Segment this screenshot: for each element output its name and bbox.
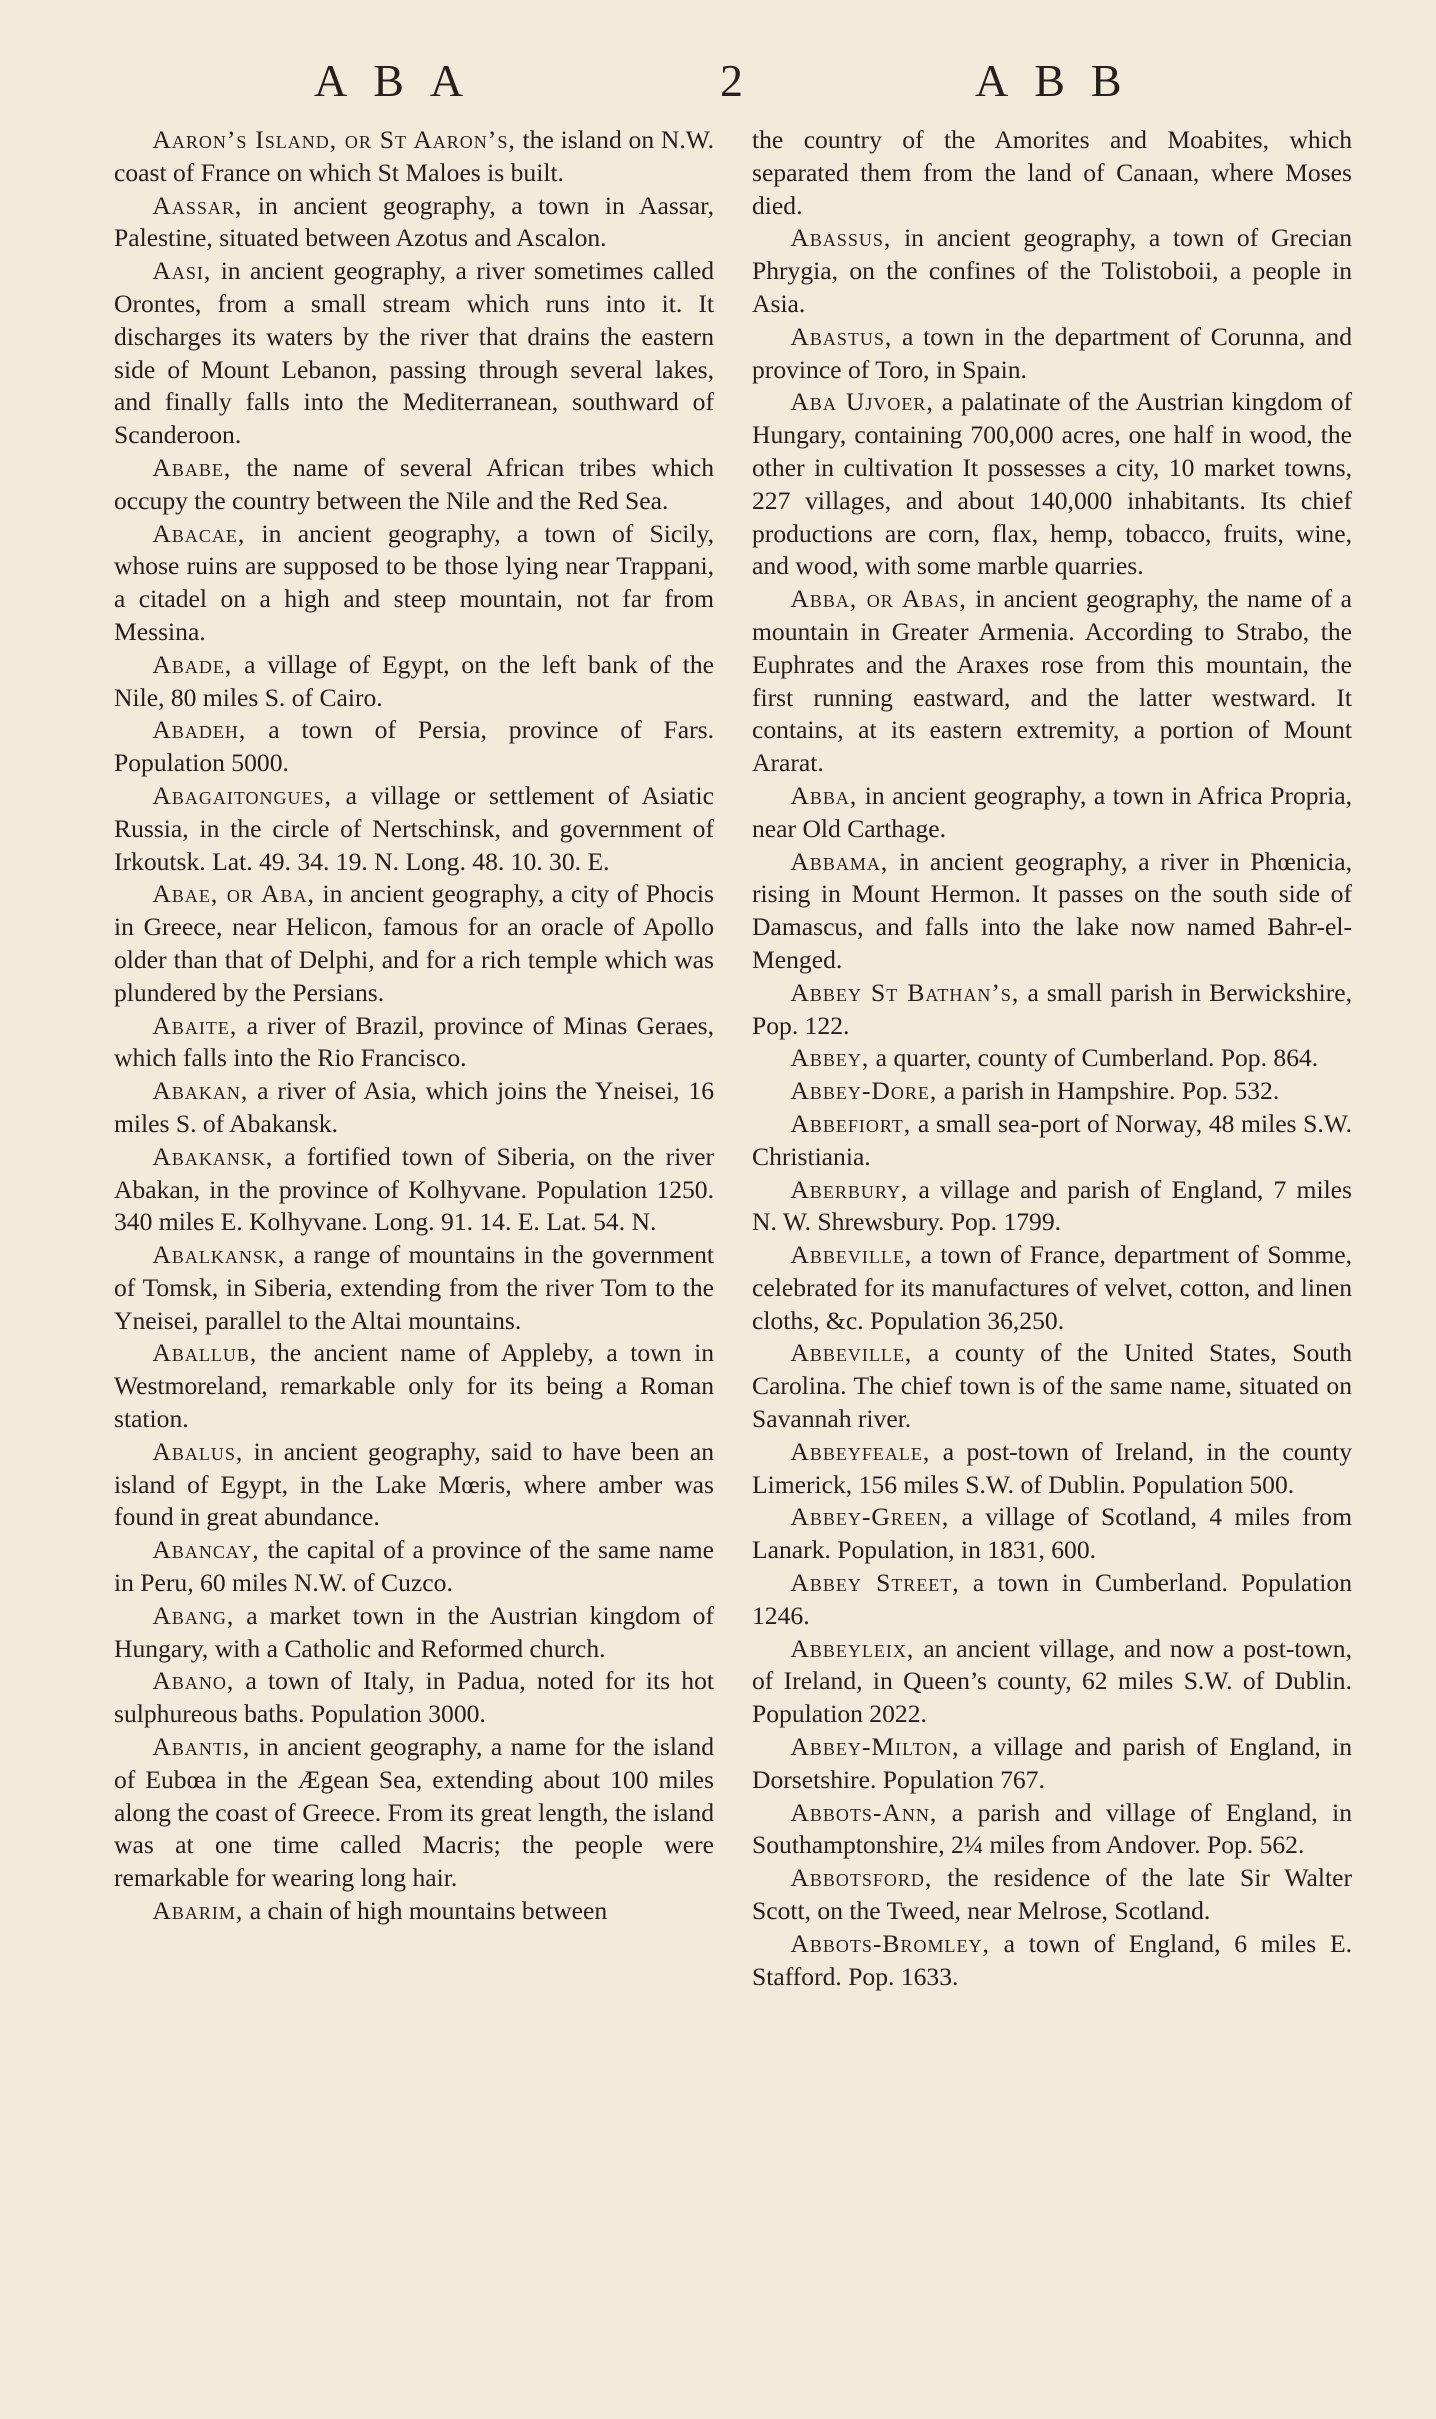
entry-text: the ancient name of Appleby, a town in Westmoreland, remarkable only for its being a Roman station. bbox=[114, 1338, 714, 1434]
entry-text: in ancient geography, a river sometimes called Orontes, from a small stream which runs into it. It discharges its waters by the river that drains the eastern side of Mount Lebanon, passing through several lakes, and finally falls into the Mediterranean, southward of Scanderoon. bbox=[114, 256, 714, 450]
entry-headword: Abbey-Milton, bbox=[790, 1732, 960, 1762]
entry-headword: Abbey St Bathan’s, bbox=[790, 977, 1020, 1007]
gazetteer-entry bbox=[752, 1042, 1352, 1075]
entry-text: a river of Brazil, province of Minas Geraes, which falls into the Rio Francisco. bbox=[114, 1010, 714, 1073]
entry-text: the island on N.W. coast of France on which St Maloes is built. bbox=[114, 125, 714, 187]
gazetteer-entry bbox=[752, 977, 1352, 1043]
gazetteer-entry bbox=[752, 1731, 1352, 1797]
entry-headword: Ababe, bbox=[152, 452, 232, 482]
entry-text: the name of several African tribes which occupy the country between the Nile and the Red Sea. bbox=[114, 452, 714, 515]
entry-headword: Abassus, bbox=[790, 223, 892, 253]
entry-headword: Abbotsford, bbox=[790, 1863, 933, 1893]
gazetteer-entry bbox=[752, 1239, 1352, 1337]
entry-text: a small parish in Berwickshire, Pop. 122. bbox=[752, 977, 1353, 1040]
gazetteer-entry bbox=[752, 386, 1352, 583]
entry-headword: Abbefiort, bbox=[790, 1108, 912, 1138]
gazetteer-entry bbox=[114, 1731, 714, 1895]
entry-text: a small sea-port of Norway, 48 miles S.W. Christiania. bbox=[752, 1108, 1352, 1171]
entry-text: the residence of the late Sir Walter Scott, on the Tweed, near Melrose, Scotland. bbox=[752, 1863, 1352, 1926]
entry-headword: Abbey Street, bbox=[790, 1568, 960, 1598]
entry-text: in ancient geography, a town of Grecian Phrygia, on the confines of the Tolistoboii, a people in Asia. bbox=[752, 223, 1352, 318]
entry-headword: Abbey-Dore, bbox=[790, 1076, 938, 1106]
entry-headword: Abakansk, bbox=[152, 1141, 274, 1171]
entry-text: a town in the department of Corunna, and province of Toro, in Spain. bbox=[752, 321, 1352, 384]
entry-text: a town in Cumberland. Population 1246. bbox=[752, 1568, 1352, 1630]
gazetteer-entry bbox=[114, 780, 714, 878]
entry-text: a village and parish of England, 7 miles N. W. Shrewsbury. Pop. 1799. bbox=[752, 1174, 1352, 1237]
entry-headword: Abacae, bbox=[152, 518, 246, 548]
entry-text: a fortified town of Siberia, on the river Abakan, in the province of Kolhyvane. Population 1250. 340 miles E. Kolhyvane. Long. 91. 14. E. Lat. 54. N. bbox=[114, 1141, 714, 1237]
entry-headword: Aba Ujvoer, bbox=[790, 387, 934, 417]
entry-text: a village or settlement of Asiatic Russia, in the circle of Nertschinsk, and government of Irkoutsk. Lat. 49. 34. 19. N. Long. 48. 10. 30. E. bbox=[114, 780, 714, 876]
entry-text: a village and parish of England, in Dorsetshire. Population 767. bbox=[752, 1732, 1352, 1794]
gazetteer-entry bbox=[752, 1797, 1352, 1863]
gazetteer-entry bbox=[752, 1337, 1352, 1435]
entry-text: an ancient village, and now a post-town, of Ireland, in Queen’s county, 62 miles S.W. of Dublin. Population 2022. bbox=[752, 1633, 1352, 1729]
entry-headword: Abba, bbox=[790, 780, 858, 810]
entry-headword: Abalkansk, bbox=[152, 1240, 286, 1270]
entry-text: a palatinate of the Austrian kingdom of Hungary, containing 700,000 acres, one half in wood, the other in cultivation It possesses a city, 10 market towns, 227 villages, and about 140,000 inhabitants. Its chief productions are corn, flax, hemp, tobacco, fruits, wine, and wood, with some marble quarries. bbox=[752, 387, 1352, 581]
entry-text: a town of England, 6 miles E. Stafford. Pop. 1633. bbox=[752, 1928, 1352, 1991]
entry-text: in ancient geography, a town of Sicily, whose ruins are supposed to be those lying near Trappani, a citadel on a high and steep mountain, not far from Messina. bbox=[114, 518, 714, 646]
entry-headword: Abantis, bbox=[152, 1732, 251, 1762]
gazetteer-entry bbox=[752, 1862, 1352, 1928]
entry-headword: Aaron’s Island, or St Aaron’s, bbox=[152, 125, 516, 154]
gazetteer-entry bbox=[114, 1600, 714, 1666]
entry-headword: Abbey, bbox=[790, 1043, 870, 1073]
page-header bbox=[0, 54, 1436, 114]
right-column bbox=[752, 124, 1352, 1993]
entry-text: a parish and village of England, in Southamptonshire, 2¼ miles from Andover. Pop. 562. bbox=[752, 1797, 1352, 1860]
entry-text: a river of Asia, which joins the Yneisei, 16 miles S. of Abakansk. bbox=[114, 1076, 714, 1138]
gazetteer-entry bbox=[752, 1108, 1352, 1174]
gazetteer-entry bbox=[752, 780, 1352, 846]
entry-headword: Abadeh, bbox=[152, 715, 247, 745]
entry-headword: Abagaitongues, bbox=[152, 780, 332, 810]
gazetteer-entry bbox=[752, 1174, 1352, 1240]
entry-text: a quarter, county of Cumberland. Pop. 864. bbox=[869, 1043, 1319, 1073]
entry-headword: Aberbury, bbox=[790, 1174, 909, 1204]
entry-text: in ancient geography, a name for the island of Eubœa in the Ægean Sea, extending about 100 miles along the coast of Greece. From its great length, the island was at one time called Macris; the people were remarkable for wearing long hair. bbox=[114, 1732, 714, 1893]
entry-headword: Abaite, bbox=[152, 1010, 238, 1040]
entry-text: the country of the Amorites and Moabites, which separated them from the land of Canaan, where Moses died. bbox=[752, 125, 1352, 220]
entry-text: a market town in the Austrian kingdom of Hungary, with a Catholic and Reformed church. bbox=[114, 1600, 714, 1663]
gazetteer-entry bbox=[752, 846, 1352, 977]
entry-headword: Abastus, bbox=[790, 321, 893, 351]
entry-headword: Abbots-Bromley, bbox=[790, 1928, 990, 1958]
entry-headword: Abbama, bbox=[790, 846, 889, 876]
entry-headword: Abade, bbox=[152, 649, 233, 679]
entry-headword: Abalus, bbox=[152, 1436, 244, 1466]
entry-text: a village of Egypt, on the left bank of the Nile, 80 miles S. of Cairo. bbox=[114, 649, 714, 712]
gazetteer-entry bbox=[752, 124, 1352, 222]
entry-text: in ancient geography, said to have been an island of Egypt, in the Lake Mœris, where amber was found in great abundance. bbox=[114, 1436, 714, 1532]
entry-headword: Abbots-Ann, bbox=[790, 1797, 938, 1827]
gazetteer-entry bbox=[752, 1633, 1352, 1731]
entry-headword: Abakan, bbox=[152, 1076, 249, 1106]
entry-headword: Abbeville, bbox=[790, 1338, 913, 1368]
gazetteer-entry bbox=[114, 878, 714, 1009]
gazetteer-entry bbox=[114, 1141, 714, 1239]
gazetteer-entry bbox=[752, 1501, 1352, 1567]
page-number: 2 bbox=[720, 55, 743, 106]
entry-headword: Abang, bbox=[152, 1600, 235, 1630]
gazetteer-entry bbox=[752, 321, 1352, 387]
gazetteer-entry bbox=[114, 1665, 714, 1731]
gazetteer-entry bbox=[752, 1567, 1352, 1633]
running-head-left: ABA bbox=[314, 55, 490, 106]
entry-headword: Abbeyleix, bbox=[790, 1633, 915, 1663]
entry-text: in ancient geography, a city of Phocis in Greece, near Helicon, famous for an oracle of Apollo older than that of Delphi, and for a rich temple which was plundered by the Persians. bbox=[114, 879, 714, 1007]
gazetteer-entry bbox=[114, 1075, 714, 1141]
entry-text: a range of mountains in the government of Tomsk, in Siberia, extending from the river Tom to the Yneisei, parallel to the Altai mountains. bbox=[114, 1240, 714, 1335]
entry-headword: Abae, or Aba, bbox=[152, 879, 315, 909]
gazetteer-entry bbox=[114, 1337, 714, 1435]
entry-text: in ancient geography, a river in Phœnicia, rising in Mount Hermon. It passes on the south side of Damascus, and falls into the lake now named Bahr-el-Menged. bbox=[752, 846, 1352, 974]
gazetteer-entry bbox=[114, 1895, 714, 1928]
gazetteer-entry bbox=[114, 255, 714, 452]
entry-text: a county of the United States, South Carolina. The chief town is of the same name, situated on Savannah river. bbox=[752, 1338, 1352, 1434]
entry-text: a town of France, department of Somme, celebrated for its manufactures of velvet, cotton, and linen cloths, &c. Population 36,250. bbox=[752, 1240, 1352, 1335]
gazetteer-entry bbox=[114, 124, 714, 190]
entry-text: the capital of a province of the same name in Peru, 60 miles N.W. of Cuzco. bbox=[114, 1535, 714, 1598]
gazetteer-entry bbox=[114, 1436, 714, 1534]
entry-text: a parish in Hampshire. Pop. 532. bbox=[937, 1076, 1280, 1106]
gazetteer-entry bbox=[752, 222, 1352, 320]
entry-text: a post-town of Ireland, in the county Limerick, 156 miles S.W. of Dublin. Population 500. bbox=[752, 1436, 1352, 1499]
gazetteer-entry bbox=[752, 1075, 1352, 1108]
entry-headword: Abbeville, bbox=[790, 1240, 913, 1270]
entry-text: a town of Persia, province of Fars. Population 5000. bbox=[114, 715, 714, 778]
entry-headword: Aballub, bbox=[152, 1338, 258, 1368]
entry-text: in ancient geography, a town in Africa Propria, near Old Carthage. bbox=[752, 780, 1352, 843]
left-column bbox=[114, 124, 714, 1928]
entry-headword: Abancay, bbox=[152, 1535, 260, 1565]
entry-headword: Aassar, bbox=[152, 190, 243, 220]
gazetteer-entry bbox=[114, 1239, 714, 1337]
gazetteer-entry bbox=[114, 518, 714, 649]
entry-headword: Aasi, bbox=[152, 256, 212, 286]
gazetteer-entry bbox=[114, 190, 714, 256]
running-head-right: ABB bbox=[975, 55, 1148, 106]
entry-text: in ancient geography, a town in Aassar, Palestine, situated between Azotus and Ascalon. bbox=[114, 190, 714, 253]
entry-headword: Abbeyfeale, bbox=[790, 1436, 931, 1466]
entry-text: a village of Scotland, 4 miles from Lanark. Population, in 1831, 600. bbox=[752, 1502, 1352, 1565]
gazetteer-entry bbox=[114, 1534, 714, 1600]
gazetteer-entry bbox=[752, 1928, 1352, 1994]
gazetteer-entry bbox=[114, 649, 714, 715]
entry-headword: Abano, bbox=[152, 1666, 235, 1696]
gazetteer-entry bbox=[114, 714, 714, 780]
entry-text: a town of Italy, in Padua, noted for its hot sulphureous baths. Population 3000. bbox=[114, 1666, 714, 1729]
gazetteer-entry bbox=[752, 583, 1352, 780]
entry-headword: Abarim, bbox=[152, 1896, 244, 1926]
entry-text: in ancient geography, the name of a mountain in Greater Armenia. According to Strabo, the Euphrates and the Araxes rose from this mountain, the first running eastward, and the latter westward. It contains, at its eastern extremity, a portion of Mount Ararat. bbox=[752, 584, 1352, 778]
entry-text: a chain of high mountains between bbox=[243, 1896, 608, 1926]
gazetteer-entry bbox=[114, 1010, 714, 1076]
gazetteer-entry bbox=[752, 1436, 1352, 1502]
gazetteer-entry bbox=[114, 452, 714, 518]
entry-headword: Abbey-Green, bbox=[790, 1502, 950, 1532]
entry-headword: Abba, or Abas, bbox=[790, 584, 967, 614]
